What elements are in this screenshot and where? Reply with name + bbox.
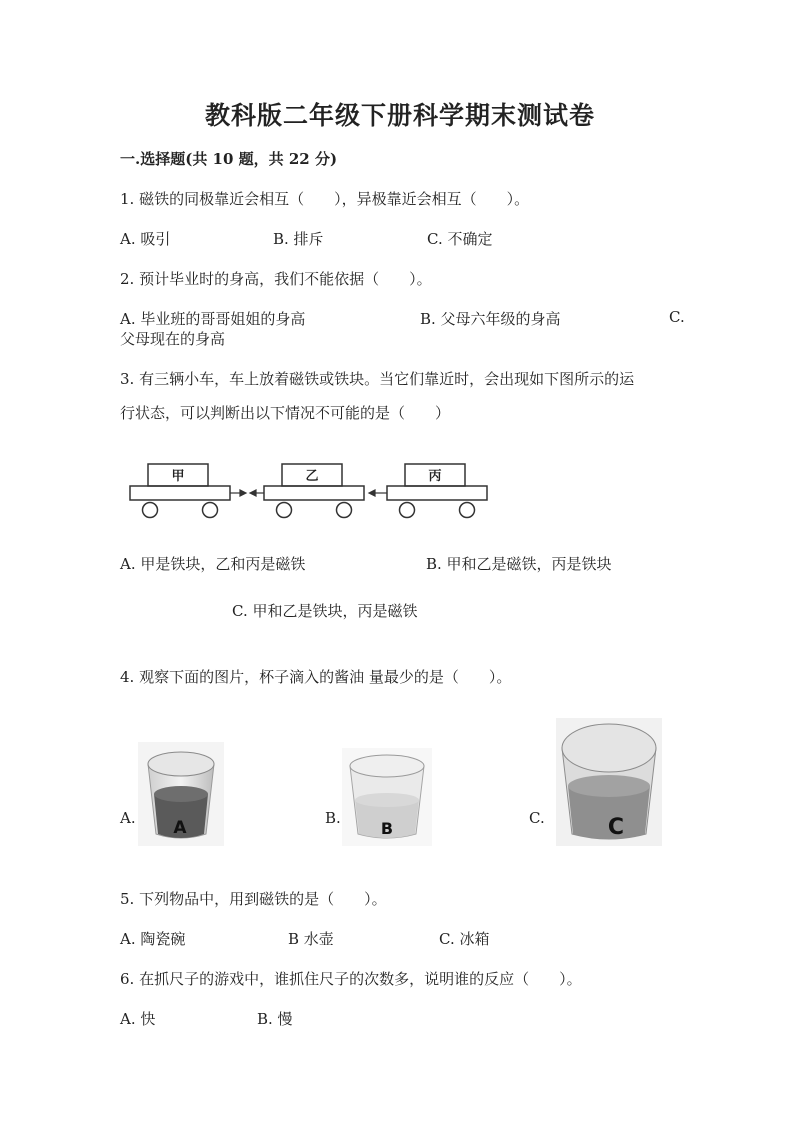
q5-option-b: B 水壶 [288, 930, 334, 948]
cup-c-label: C [607, 815, 625, 840]
cup-b-label: B [380, 819, 394, 838]
cart-bing-wheel [400, 503, 415, 518]
arrow-jia-right-head [240, 490, 246, 496]
question-6-stem: 6. 在抓尺子的游戏中，谁抓住尺子的次数多，说明谁的反应（ ）。 [120, 970, 582, 988]
cart-yi-body [264, 486, 364, 500]
cart-bing-label: 丙 [428, 469, 442, 484]
question-3-stem-line2: 行状态，可以判断出以下情况不可能的是（ ） [120, 404, 451, 422]
cart-jia-wheel [203, 503, 218, 518]
q4-option-c-letter: C. [529, 809, 545, 827]
carts-diagram [120, 455, 500, 525]
q3-option-c: C. 甲和乙是铁块，丙是磁铁 [232, 602, 418, 620]
cart-yi-wheel [337, 503, 352, 518]
q2-option-c-letter: C. [669, 308, 685, 326]
q2-option-b: B. 父母六年级的身高 [420, 310, 561, 328]
q3-option-b: B. 甲和乙是磁铁，丙是铁块 [426, 555, 612, 573]
cart-jia-body [130, 486, 230, 500]
q5-option-a: A. 陶瓷碗 [120, 930, 186, 948]
q4-option-a-letter: A. [120, 809, 136, 827]
cup-a-label: A [173, 818, 187, 838]
q5-option-c: C. 冰箱 [439, 930, 490, 948]
q3-option-a: A. 甲是铁块，乙和丙是磁铁 [120, 555, 306, 573]
cart-yi-wheel [277, 503, 292, 518]
question-3-stem-line1: 3. 有三辆小车，车上放着磁铁或铁块。当它们靠近时，会出现如下图所示的运 [120, 370, 635, 388]
q2-option-c: 父母现在的身高 [120, 330, 226, 348]
q1-option-c: C. 不确定 [427, 230, 493, 248]
q1-option-a: A. 吸引 [120, 230, 171, 248]
arrow-bing-left-head [369, 490, 375, 496]
cart-jia-wheel [143, 503, 158, 518]
q2-option-a: A. 毕业班的哥哥姐姐的身高 [120, 310, 306, 328]
page-title: 教科版二年级下册科学期末测试卷 [204, 101, 595, 130]
q4-option-b-letter: B. [325, 809, 341, 827]
cart-jia-label: 甲 [171, 469, 185, 484]
section-heading: 一.选择题(共 10 题，共 22 分) [120, 150, 338, 168]
q1-option-b: B. 排斥 [273, 230, 324, 248]
cart-bing-wheel [460, 503, 475, 518]
cup-c-image [556, 718, 662, 846]
q6-option-b: B. 慢 [257, 1010, 293, 1028]
arrow-yi-left-head [250, 490, 256, 496]
question-1-stem: 1. 磁铁的同极靠近会相互（ ），异极靠近会相互（ ）。 [120, 190, 530, 208]
question-2-stem: 2. 预计毕业时的身高，我们不能依据（ ）。 [120, 270, 432, 288]
cart-bing-body [387, 486, 487, 500]
question-4-stem: 4. 观察下面的图片，杯子滴入的酱油 量最少的是（ ）。 [120, 668, 512, 686]
cup-a-image [138, 742, 224, 846]
question-5-stem: 5. 下列物品中，用到磁铁的是（ ）。 [120, 890, 387, 908]
cup-b-image [342, 748, 432, 846]
cart-yi-label: 乙 [305, 469, 319, 484]
q6-option-a: A. 快 [120, 1010, 156, 1028]
